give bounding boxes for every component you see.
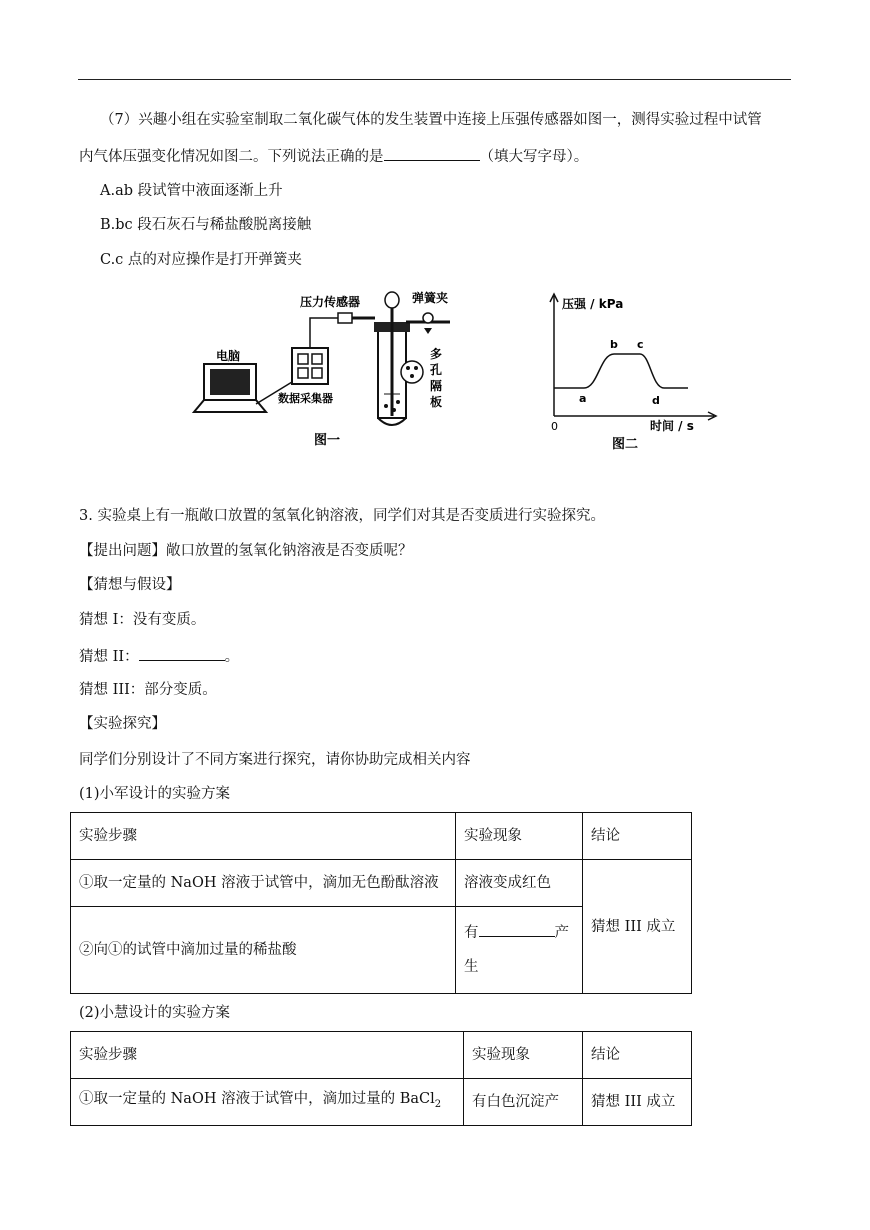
table1-header-step: 实验步骤	[71, 813, 456, 860]
q7-option-c: C.c 点的对应操作是打开弹簧夹	[100, 252, 302, 268]
table1-row1-step: ①取一定量的 NaOH 溶液于试管中，滴加无色酚酞溶液	[71, 860, 456, 907]
table2-row1-step	[71, 1079, 464, 1126]
q3-intro: 3. 实验桌上有一瓶敞口放置的氢氧化钠溶液，同学们对其是否变质进行实验探究。	[79, 508, 605, 524]
plan-2-table	[70, 1031, 692, 1126]
table1-row2-observation	[456, 907, 583, 994]
porous-plate-char-3: 隔	[430, 379, 443, 393]
row2-obs-line2: 生	[464, 959, 479, 975]
q3-hypothesis-1: 猜想 I：没有变质。	[79, 612, 206, 628]
observation-blank[interactable]	[479, 921, 555, 937]
q7-line2-hint: （填大写字母）。	[479, 149, 589, 165]
table2-step-text: ①取一定量的 NaOH 溶液于试管中，滴加过量的 BaCl	[79, 1091, 435, 1108]
pressure-sensor-label: 压力传感器	[300, 295, 361, 309]
point-c-label: c	[637, 338, 644, 351]
row2-obs-prefix: 有	[464, 925, 479, 941]
q3-question: 【提出问题】敞口放置的氢氧化钠溶液是否变质呢？	[79, 543, 413, 559]
pressure-curve	[554, 354, 688, 388]
time-axis-label: 时间 / s	[650, 419, 694, 433]
row2-obs-suffix: 产	[554, 925, 569, 941]
plan-1-table	[70, 812, 692, 994]
q7-line2-text: 内气体压强变化情况如图二。下列说法正确的是	[79, 149, 384, 165]
pressure-sensor	[338, 313, 352, 323]
porous-plate-char-2: 孔	[430, 363, 443, 377]
computer-keyboard	[194, 400, 266, 412]
q7-option-b: B.bc 段石灰石与稀盐酸脱离接触	[100, 217, 312, 233]
q3-hypothesis-2	[79, 645, 239, 667]
table1-header-observation: 实验现象	[456, 813, 583, 860]
computer-label: 电脑	[216, 349, 241, 363]
hypothesis-2-end: 。	[224, 649, 240, 665]
table2-conclusion: 猜想 III 成立	[583, 1079, 692, 1126]
porous-plate-zoom	[401, 361, 423, 383]
point-d-label: d	[652, 394, 660, 407]
figure-one-apparatus	[180, 286, 480, 456]
hypothesis-2-label: 猜想 II：	[79, 649, 139, 665]
q7-line1: （7）兴趣小组在实验室制取二氧化碳气体的发生装置中连接上压强传感器如图一，测得实验过程中试管	[100, 112, 762, 128]
funnel-bulb	[385, 292, 399, 308]
header-rule	[78, 79, 791, 80]
origin-label: 0	[551, 420, 558, 433]
table1-conclusion: 猜想 III 成立	[583, 860, 692, 994]
porous-plate-char-4: 板	[430, 395, 443, 409]
figure-two-pressure-curve	[542, 290, 732, 456]
answer-blank[interactable]	[384, 145, 480, 161]
spring-clamp	[423, 313, 433, 323]
plan-2-title: (2)小慧设计的实验方案	[79, 1005, 231, 1021]
table2-header-conclusion: 结论	[583, 1032, 692, 1079]
porous-plate-char-1: 多	[430, 347, 443, 361]
pressure-axis-label: 压强 / kPa	[562, 297, 624, 311]
q3-explore-heading: 【实验探究】	[79, 716, 166, 732]
q3-hypothesis-heading: 【猜想与假设】	[79, 577, 181, 593]
spring-clamp-label: 弹簧夹	[412, 291, 449, 305]
plan-1-title: (1)小军设计的实验方案	[79, 786, 231, 802]
table2-row1-observation: 有白色沉淀产	[464, 1079, 583, 1126]
table1-row2-step: ②向①的试管中滴加过量的稀盐酸	[71, 907, 456, 994]
point-a-label: a	[579, 392, 587, 405]
table2-header-observation: 实验现象	[464, 1032, 583, 1079]
table1-row1-observation: 溶液变成红色	[456, 860, 583, 907]
q7-option-a: A.ab 段试管中液面逐渐上升	[100, 183, 283, 199]
data-collector-label: 数据采集器	[278, 392, 333, 405]
bacl2-subscript: 2	[434, 1098, 442, 1110]
table2-header-step: 实验步骤	[71, 1032, 464, 1079]
q3-explore-text: 同学们分别设计了不同方案进行探究，请你协助完成相关内容	[79, 752, 471, 768]
q3-hypothesis-3: 猜想 III：部分变质。	[79, 682, 217, 698]
figure-two-caption: 图二	[612, 437, 639, 452]
q7-line2	[79, 145, 588, 167]
point-b-label: b	[610, 338, 618, 351]
figure-one-caption: 图一	[314, 433, 341, 448]
hypothesis-2-blank[interactable]	[139, 645, 225, 661]
table1-header-conclusion: 结论	[583, 813, 692, 860]
